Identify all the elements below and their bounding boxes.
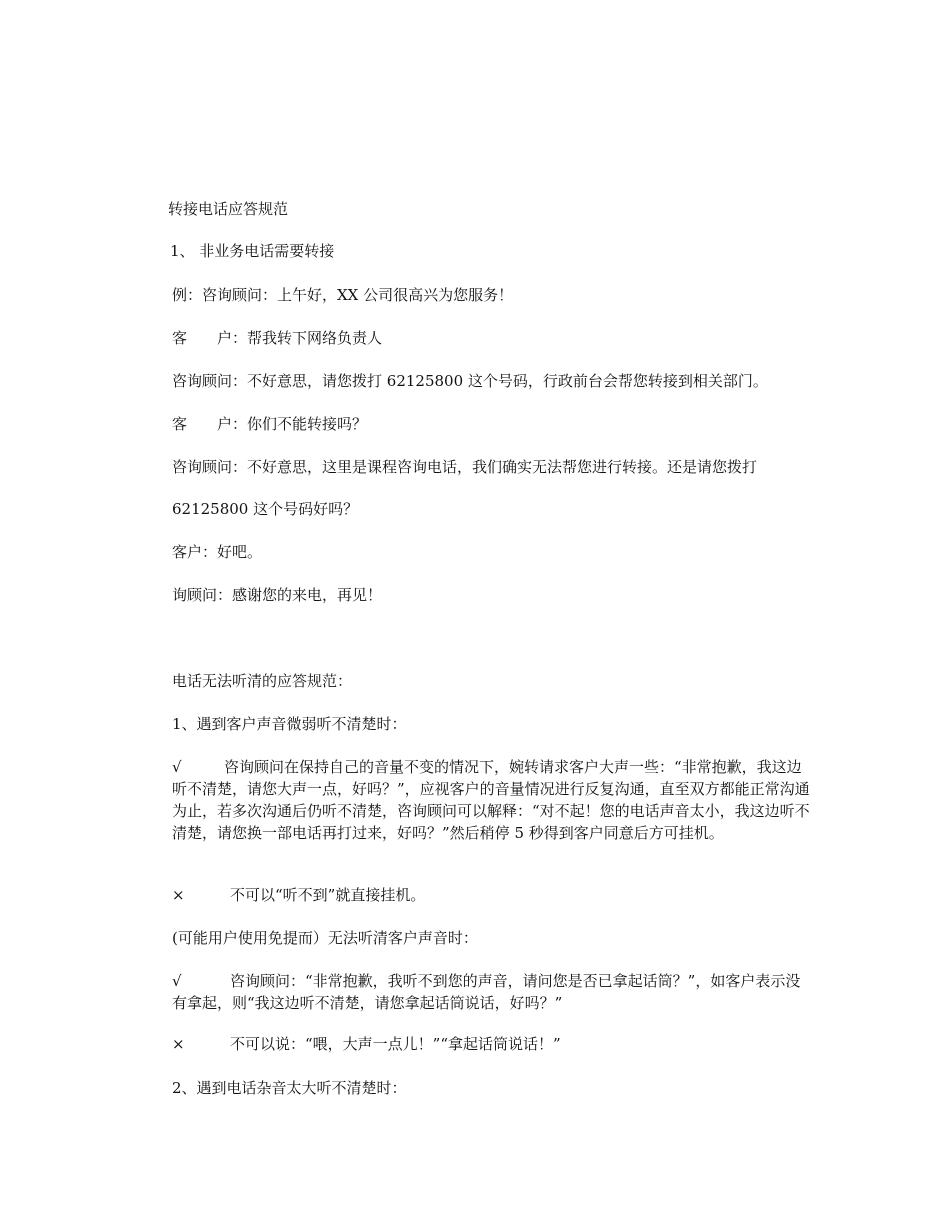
dialogue-line-1: 例：咨询顾问：上午好，XX 公司很高兴为您服务！ (172, 286, 514, 304)
check-icon: √ (172, 758, 182, 776)
dialogue-line-5b: 62125800 这个号码好吗？ (172, 500, 359, 518)
dialogue-line-3: 咨询顾问：不好意思，请您拨打 62125800 这个号码，行政前台会帮您转接到相关部门。 (172, 372, 768, 390)
guideline-text: 咨询顾问在保持自己的音量不变的情况下，婉转请求客户大声一些：“非常抱歉，我这边听不清楚，请您大声一点，好吗？”，应视客户的音量情况进行反复沟通，直至双方都能正常沟通为止，若多次沟通后仍听不清楚，咨询顾问可以解释：“对不起！您的电话声音太小，我这边听不清楚，请您换一部电话再打过来，好吗？”然后稍停 5 秒得到客户同意后方可挂机。 (172, 758, 810, 842)
subsection-2-1-heading: 1、遇到客户声音微弱听不清楚时： (172, 715, 407, 733)
prohibited-text: 不可以说：“喂，大声一点儿！”“拿起话筒说话！” (230, 1035, 561, 1053)
cross-icon: × (172, 886, 185, 904)
section-2-heading: 电话无法听清的应答规范： (172, 672, 353, 690)
guideline-text: 咨询顾问：“非常抱歉，我听不到您的声音，请问您是否已拿起话筒？”，如客户表示没有拿起，则“我这边听不清楚，请您拿起话筒说话，好吗？” (172, 972, 801, 1012)
section-1-heading: 1、 非业务电话需要转接 (170, 242, 335, 260)
subsection-note: (可能用户使用免提而）无法听清客户声音时： (172, 929, 478, 947)
dialogue-line-6: 客户：好吧。 (172, 543, 263, 561)
prohibited-line-2 (172, 1033, 561, 1055)
dialogue-line-7: 询顾问：感谢您的来电，再见！ (172, 586, 383, 604)
dialogue-line-4 (172, 413, 367, 435)
check-icon: √ (172, 972, 182, 990)
speaker-text: 你们不能转接吗？ (247, 415, 368, 433)
prohibited-line-1 (172, 884, 425, 906)
subsection-2-2-heading: 2、遇到电话杂音太大听不清楚时： (172, 1079, 407, 1097)
speaker-label: 客 户： (172, 329, 248, 347)
guideline-paragraph-2 (172, 970, 812, 1014)
speaker-label: 客 户： (172, 415, 248, 433)
dialogue-line-2 (172, 327, 382, 349)
speaker-text: 帮我转下网络负责人 (247, 329, 383, 347)
prohibited-text: 不可以“听不到”就直接挂机。 (230, 886, 426, 904)
dialogue-line-5a: 咨询顾问：不好意思，这里是课程咨询电话，我们确实无法帮您进行转接。还是请您拨打 (172, 458, 758, 476)
cross-icon: × (172, 1035, 185, 1053)
guideline-paragraph-1 (172, 756, 812, 844)
document-title: 转接电话应答规范 (168, 200, 289, 218)
